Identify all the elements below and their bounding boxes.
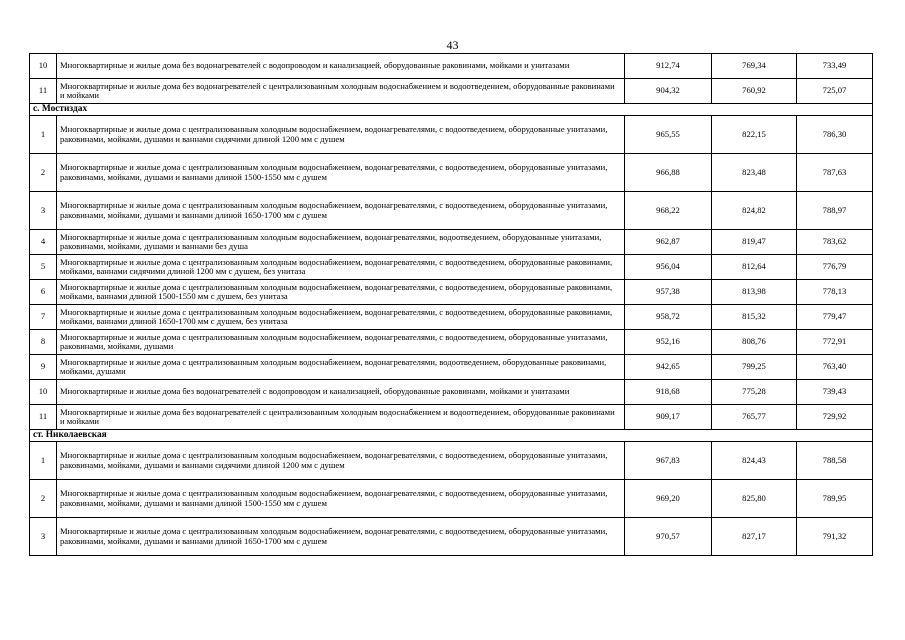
- value-cell: 775,28: [712, 380, 797, 405]
- description-cell: Многоквартирные и жилые дома с централизованным холодным водоснабжением, водонагревателями, с водоотведением, оборудованные раковинами, мойками, ваннами сидячими длиной 1200 мм с душем, без унитаза: [57, 255, 625, 280]
- row-number-cell: 1: [30, 116, 57, 154]
- description-cell: Многоквартирные и жилые дома без водонагревателей с водопроводом и канализацией, оборудованные раковинами, мойками и унитазами: [57, 380, 625, 405]
- table-row: [30, 305, 873, 330]
- value-cell: 819,47: [712, 230, 797, 255]
- value-cell: 788,97: [797, 192, 873, 230]
- row-number-cell: 9: [30, 355, 57, 380]
- table-row: [30, 280, 873, 305]
- value-cell: 783,62: [797, 230, 873, 255]
- description-cell: Многоквартирные и жилые дома с централизованным холодным водоснабжением, водонагревателями, с водоотведением, оборудованные унитазами, раковинами, мойками, душами и ваннами сидячими длиной 1200 мм с душем: [57, 442, 625, 480]
- description-cell: Многоквартирные и жилые дома с централизованным холодным водоснабжением, водонагревателями, с водоотведением, оборудованные унитазами, раковинами, мойками, душами и ваннами длиной 1650-1700 мм с душем: [57, 192, 625, 230]
- section-title: с. Мостиздах: [30, 104, 873, 116]
- value-cell: 952,16: [625, 330, 712, 355]
- table-row: [30, 192, 873, 230]
- row-number-cell: 10: [30, 380, 57, 405]
- row-number-cell: 1: [30, 442, 57, 480]
- value-cell: 824,82: [712, 192, 797, 230]
- value-cell: 904,32: [625, 79, 712, 104]
- description-cell: Многоквартирные и жилые дома с централизованным холодным водоснабжением, водонагревателями, с водоотведением, оборудованные унитазами, раковинами, мойками, душами и ваннами длиной 1500-1550 мм с душем: [57, 480, 625, 518]
- value-cell: 786,30: [797, 116, 873, 154]
- row-number-cell: 3: [30, 192, 57, 230]
- value-cell: 815,32: [712, 305, 797, 330]
- row-number-cell: 7: [30, 305, 57, 330]
- value-cell: 789,95: [797, 480, 873, 518]
- value-cell: 962,87: [625, 230, 712, 255]
- table-row: [30, 154, 873, 192]
- value-cell: 824,43: [712, 442, 797, 480]
- value-cell: 778,13: [797, 280, 873, 305]
- section-title: ст. Николаевская: [30, 430, 873, 442]
- table-row: [30, 380, 873, 405]
- description-cell: Многоквартирные и жилые дома без водонагревателей с централизованным холодным водоснабжением и водоотведением, оборудованные раковинами и мойками: [57, 79, 625, 104]
- table-row: [30, 480, 873, 518]
- row-number-cell: 6: [30, 280, 57, 305]
- description-cell: Многоквартирные и жилые дома с централизованным холодным водоснабжением, водонагревателями, водоотведением, оборудованные раковинами, мойками, душами: [57, 355, 625, 380]
- value-cell: 788,58: [797, 442, 873, 480]
- tariff-table-body: [30, 54, 873, 556]
- table-row: [30, 442, 873, 480]
- row-number-cell: 4: [30, 230, 57, 255]
- value-cell: 772,91: [797, 330, 873, 355]
- section-header-row: [30, 104, 873, 116]
- description-cell: Многоквартирные и жилые дома с централизованным холодным водоснабжением, водонагревателями, с водоотведением, оборудованные унитазами, раковинами, мойками, душами и ваннами длиной 1650-1700 мм с душем: [57, 518, 625, 556]
- table-row: [30, 255, 873, 280]
- row-number-cell: 10: [30, 54, 57, 79]
- page-number: 43: [446, 38, 459, 52]
- table-row: [30, 330, 873, 355]
- value-cell: 965,55: [625, 116, 712, 154]
- value-cell: 957,38: [625, 280, 712, 305]
- value-cell: 827,17: [712, 518, 797, 556]
- value-cell: 958,72: [625, 305, 712, 330]
- value-cell: 966,88: [625, 154, 712, 192]
- table-row: [30, 116, 873, 154]
- table-row: [30, 355, 873, 380]
- row-number-cell: 2: [30, 480, 57, 518]
- value-cell: 823,48: [712, 154, 797, 192]
- row-number-cell: 2: [30, 154, 57, 192]
- value-cell: 787,63: [797, 154, 873, 192]
- value-cell: 968,22: [625, 192, 712, 230]
- tariff-table: [29, 53, 873, 556]
- value-cell: 765,77: [712, 405, 797, 430]
- section-header-row: [30, 430, 873, 442]
- value-cell: 769,34: [712, 54, 797, 79]
- table-row: [30, 79, 873, 104]
- value-cell: 918,68: [625, 380, 712, 405]
- value-cell: 912,74: [625, 54, 712, 79]
- row-number-cell: 5: [30, 255, 57, 280]
- description-cell: Многоквартирные и жилые дома без водонагревателей с централизованным холодным водоснабжением и водоотведением, оборудованные раковинами и мойками: [57, 405, 625, 430]
- table-row: [30, 405, 873, 430]
- row-number-cell: 11: [30, 79, 57, 104]
- row-number-cell: 11: [30, 405, 57, 430]
- value-cell: 725,07: [797, 79, 873, 104]
- value-cell: 942,65: [625, 355, 712, 380]
- row-number-cell: 8: [30, 330, 57, 355]
- value-cell: 808,76: [712, 330, 797, 355]
- description-cell: Многоквартирные и жилые дома с централизованным холодным водоснабжением, водонагревателями, с водоотведением, оборудованные унитазами, раковинами, мойками, душами и ваннами сидячими длиной 1200 мм с душем: [57, 116, 625, 154]
- table-row: [30, 518, 873, 556]
- description-cell: Многоквартирные и жилые дома с централизованным холодным водоснабжением, водонагревателями, водоотведением, оборудованные унитазами, раковинами, мойками, душами и ваннами без душа: [57, 230, 625, 255]
- table-row: [30, 230, 873, 255]
- value-cell: 812,64: [712, 255, 797, 280]
- table-row: [30, 54, 873, 79]
- description-cell: Многоквартирные и жилые дома с централизованным холодным водоснабжением, водонагревателями, с водоотведением, оборудованные унитазами, раковинами, мойками, душами и ваннами длиной 1500-1550 мм с душем: [57, 154, 625, 192]
- value-cell: 970,57: [625, 518, 712, 556]
- value-cell: 733,49: [797, 54, 873, 79]
- description-cell: Многоквартирные и жилые дома с централизованным холодным водоснабжением, водонагревателями, с водоотведением, оборудованные раковинами, мойками, ваннами длиной 1650-1700 мм с душем, без унитаза: [57, 305, 625, 330]
- value-cell: 739,43: [797, 380, 873, 405]
- value-cell: 822,15: [712, 116, 797, 154]
- value-cell: 813,98: [712, 280, 797, 305]
- value-cell: 969,20: [625, 480, 712, 518]
- value-cell: 763,40: [797, 355, 873, 380]
- value-cell: 791,32: [797, 518, 873, 556]
- value-cell: 760,92: [712, 79, 797, 104]
- value-cell: 779,47: [797, 305, 873, 330]
- value-cell: 825,80: [712, 480, 797, 518]
- value-cell: 776,79: [797, 255, 873, 280]
- value-cell: 967,83: [625, 442, 712, 480]
- value-cell: 799,25: [712, 355, 797, 380]
- description-cell: Многоквартирные и жилые дома с централизованным холодным водоснабжением, водонагревателями, с водоотведением, оборудованные раковинами, мойками, ваннами длиной 1500-1550 мм с душем, без унитаза: [57, 280, 625, 305]
- value-cell: 729,92: [797, 405, 873, 430]
- description-cell: Многоквартирные и жилые дома с централизованным холодным водоснабжением, водонагревателями, с водоотведением, оборудованные унитазами, раковинами, мойками, душами: [57, 330, 625, 355]
- row-number-cell: 3: [30, 518, 57, 556]
- description-cell: Многоквартирные и жилые дома без водонагревателей с водопроводом и канализацией, оборудованные раковинами, мойками и унитазами: [57, 54, 625, 79]
- value-cell: 956,04: [625, 255, 712, 280]
- value-cell: 909,17: [625, 405, 712, 430]
